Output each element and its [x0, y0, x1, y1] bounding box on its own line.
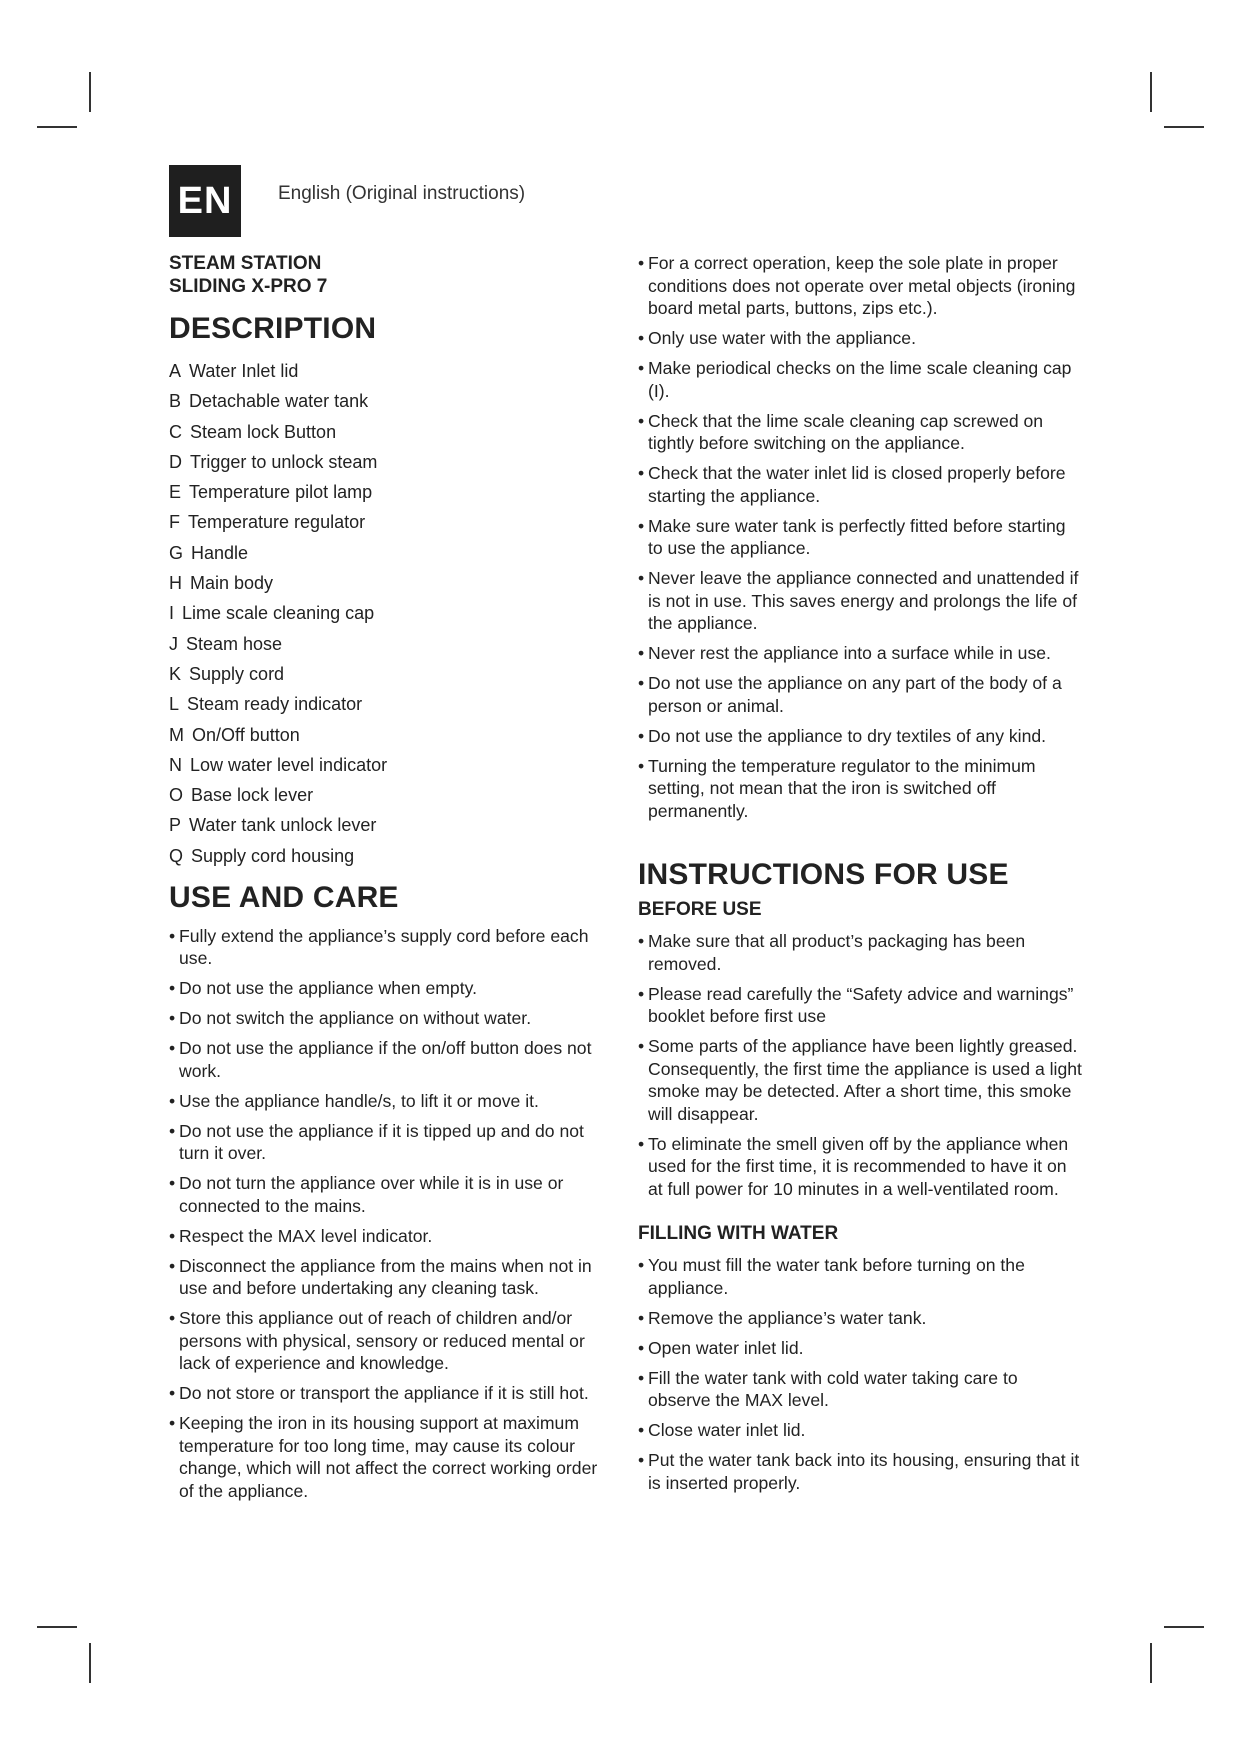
description-item: F Temperature regulator: [169, 512, 366, 533]
list-item: • Do not use the appliance if it is tipped up and do not turn it over.: [169, 1120, 609, 1165]
list-item: • Do not turn the appliance over while it is in use or connected to the mains.: [169, 1172, 609, 1217]
language-badge: EN: [169, 165, 241, 237]
list-item: • Make sure that all product’s packaging has been removed.: [638, 930, 1084, 975]
list-item: • Use the appliance handle/s, to lift it or move it.: [169, 1090, 609, 1113]
crop-mark-top-right-vertical: [1150, 72, 1152, 112]
list-item: • Keeping the iron in its housing support at maximum temperature for too long time, may cause its colour change, which will not affect the correct working order of the appliance.: [169, 1412, 609, 1502]
list-item: • Do not use the appliance when empty.: [169, 977, 609, 1000]
description-list: [169, 360, 609, 867]
list-item: • Some parts of the appliance have been lightly greased. Consequently, the first time the appliance is used a light smoke may be detected. After a short time, this smoke will disappear.: [638, 1035, 1084, 1125]
list-item: • Never rest the appliance into a surface while in use.: [638, 642, 1084, 665]
description-item: O Base lock lever: [169, 785, 314, 806]
left-column: [169, 252, 609, 1510]
list-item: • Only use water with the appliance.: [638, 327, 1084, 350]
list-item: • You must fill the water tank before turning on the appliance.: [638, 1254, 1084, 1299]
list-item: • Check that the lime scale cleaning cap screwed on tightly before switching on the appliance.: [638, 410, 1084, 455]
crop-mark-bottom-right-vertical: [1150, 1643, 1152, 1683]
list-item: • Do not use the appliance to dry textiles of any kind.: [638, 725, 1084, 748]
list-item: • Fully extend the appliance’s supply cord before each use.: [169, 925, 609, 970]
product-name-line2: SLIDING X-PRO 7: [169, 276, 328, 297]
before-use-heading: BEFORE USE: [638, 899, 762, 920]
description-item: M On/Off button: [169, 724, 300, 745]
right-column: [638, 252, 1084, 1502]
list-item: • Turning the temperature regulator to the minimum setting, not mean that the iron is switched off permanently.: [638, 755, 1084, 823]
list-item: • Please read carefully the “Safety advice and warnings” booklet before first use: [638, 983, 1084, 1028]
list-item: • Store this appliance out of reach of children and/or persons with physical, sensory or reduced mental or lack of experience and knowledge.: [169, 1307, 609, 1375]
list-item: • For a correct operation, keep the sole plate in proper conditions does not operate over metal objects (ironing board metal parts, buttons, zips etc.).: [638, 252, 1084, 320]
crop-mark-top-right-horizontal: [1164, 126, 1204, 128]
list-item: • Put the water tank back into its housing, ensuring that it is inserted properly.: [638, 1449, 1084, 1494]
list-item: • Do not switch the appliance on without water.: [169, 1007, 609, 1030]
list-item: • Fill the water tank with cold water taking care to observe the MAX level.: [638, 1367, 1084, 1412]
description-item: H Main body: [169, 573, 274, 594]
description-item: J Steam hose: [169, 633, 283, 654]
list-item: • Close water inlet lid.: [638, 1419, 1084, 1442]
filling-water-list: [638, 1254, 1084, 1494]
list-item: • Check that the water inlet lid is closed properly before starting the appliance.: [638, 462, 1084, 507]
product-name-line1: STEAM STATION: [169, 253, 322, 274]
before-use-list: [638, 930, 1084, 1200]
list-item: • Do not use the appliance if the on/off button does not work.: [169, 1037, 609, 1082]
crop-mark-bottom-left-vertical: [89, 1643, 91, 1683]
description-item: A Water Inlet lid: [169, 361, 299, 381]
description-item: N Low water level indicator: [169, 754, 388, 775]
use-and-care-list: [169, 925, 609, 1503]
filling-water-heading: FILLING WITH WATER: [638, 1223, 839, 1244]
crop-mark-bottom-left-horizontal: [37, 1626, 77, 1628]
description-item: C Steam lock Button: [169, 421, 337, 442]
list-item: • Make sure water tank is perfectly fitted before starting to use the appliance.: [638, 515, 1084, 560]
list-item: • Respect the MAX level indicator.: [169, 1225, 609, 1248]
list-item: • Disconnect the appliance from the mains when not in use and before undertaking any cleaning task.: [169, 1255, 609, 1300]
list-item: • Make periodical checks on the lime scale cleaning cap (I).: [638, 357, 1084, 402]
list-item: • Open water inlet lid.: [638, 1337, 1084, 1360]
crop-mark-top-left-horizontal: [37, 126, 77, 128]
list-item: • To eliminate the smell given off by the appliance when used for the first time, it is recommended to have it on at full power for 10 minutes in a well-ventilated room.: [638, 1133, 1084, 1201]
description-heading: DESCRIPTION: [169, 312, 377, 345]
use-and-care-heading: USE AND CARE: [169, 880, 399, 914]
language-note: English (Original instructions): [278, 183, 526, 204]
crop-mark-top-left-vertical: [89, 72, 91, 112]
description-item: K Supply cord: [169, 663, 285, 684]
list-item: • Do not store or transport the appliance if it is still hot.: [169, 1382, 609, 1405]
description-item: P Water tank unlock lever: [169, 815, 377, 836]
list-item: • Remove the appliance’s water tank.: [638, 1307, 1084, 1330]
list-item: • Never leave the appliance connected and unattended if is not in use. This saves energy and prolongs the life of the appliance.: [638, 567, 1084, 635]
description-item: G Handle: [169, 542, 249, 563]
description-item: D Trigger to unlock steam: [169, 451, 378, 472]
description-item: Q Supply cord housing: [169, 845, 355, 866]
description-item: B Detachable water tank: [169, 391, 369, 412]
crop-mark-bottom-right-horizontal: [1164, 1626, 1204, 1628]
use-and-care-continued-list: [638, 252, 1084, 822]
instructions-heading: INSTRUCTIONS FOR USE: [638, 858, 1009, 891]
description-item: I Lime scale cleaning cap: [169, 603, 375, 624]
list-item: • Do not use the appliance on any part of the body of a person or animal.: [638, 672, 1084, 717]
description-item: E Temperature pilot lamp: [169, 482, 373, 503]
description-item: L Steam ready indicator: [169, 694, 363, 715]
